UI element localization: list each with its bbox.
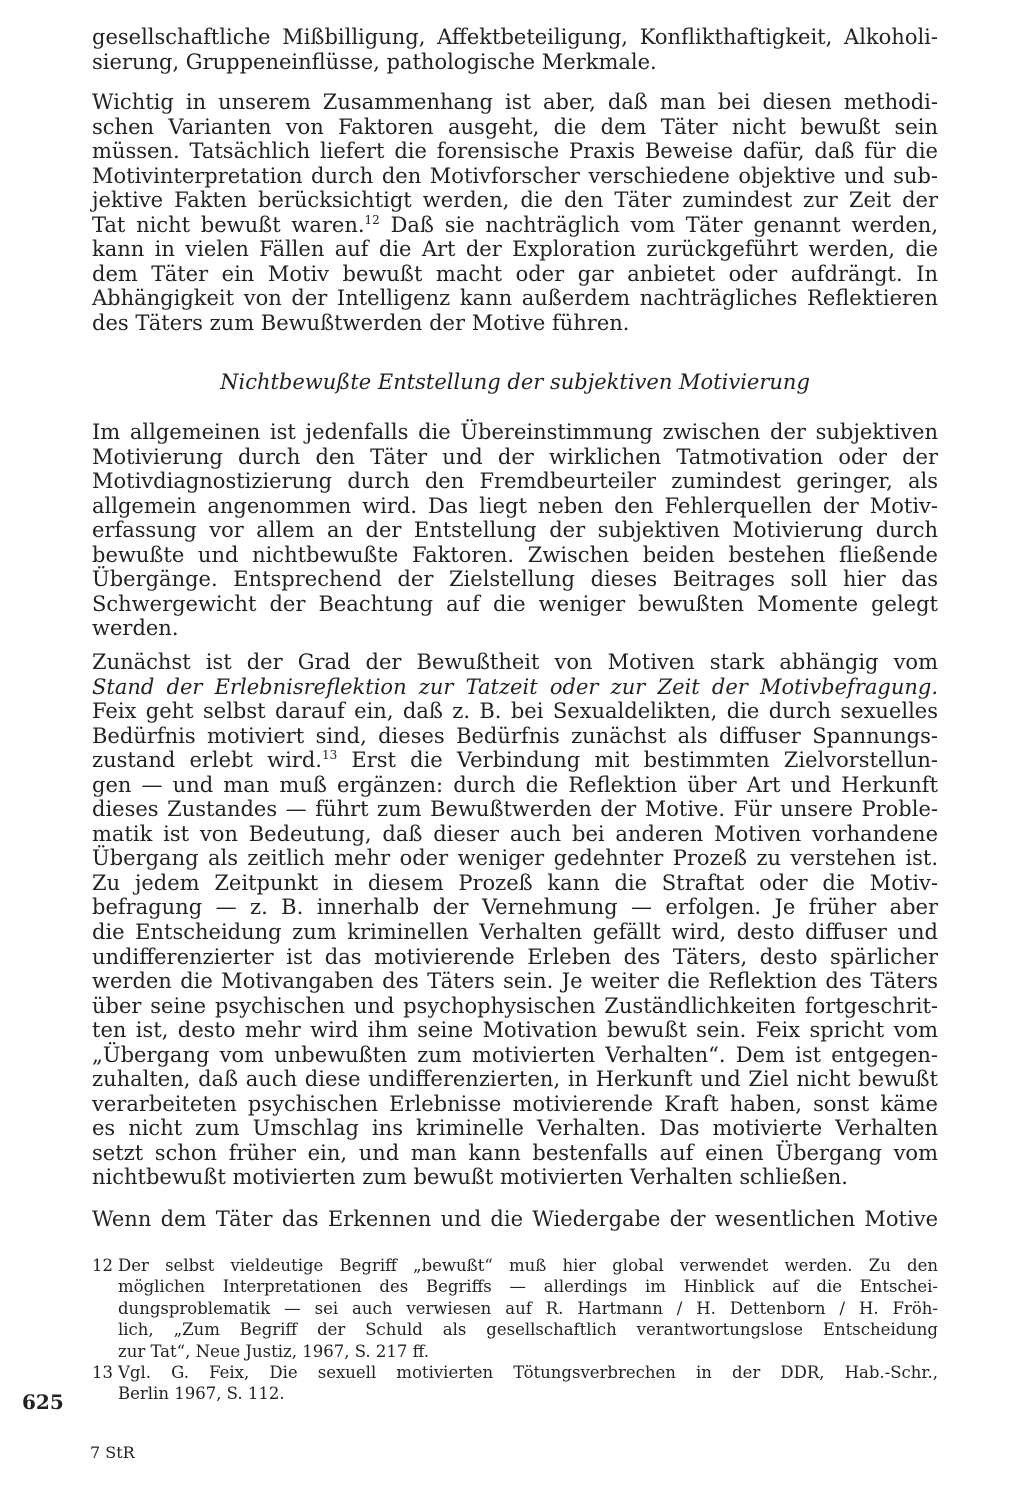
text-line: es nicht zum Umschlag ins kriminelle Verhalten. Das motivierte Verhalten (92, 1116, 938, 1141)
text-line: dieses Zustandes — führt zum Bewußtwerden der Motive. Für unsere Proble- (92, 797, 938, 822)
footnote-12 (92, 1255, 938, 1362)
text-line: Motivinterpretation durch den Motivforscher verschiedene objektive und sub- (92, 163, 938, 188)
footnote-number: 12 (92, 1256, 113, 1275)
paragraph-4 (92, 650, 938, 1190)
text-line: undifferenzierter ist das motivierende Erleben des Täters, desto spärlicher (92, 944, 938, 969)
text-line: Abhängigkeit von der Intelligenz kann außerdem nachträgliches Reflektieren (92, 286, 938, 311)
text-line: über seine psychischen und psychophysischen Zuständlichkeiten fortgeschrit- (92, 993, 938, 1018)
text-line: Übergang als zeitlich mehr oder weniger gedehnter Prozeß zu verstehen ist. (92, 846, 938, 871)
section-heading: Nichtbewußte Entstellung der subjektiven Motivierung (220, 370, 810, 394)
text-line: befragung — z. B. innerhalb der Vernehmung — erfolgen. Je früher aber (92, 895, 938, 920)
page-number: 625 (22, 1390, 64, 1414)
paragraph-3 (92, 420, 938, 641)
footnote-line: zur Tat“, Neue Justiz, 1967, S. 217 ff. (118, 1341, 430, 1361)
text-line: gen — und man muß ergänzen: durch die Reflektion über Art und Herkunft (92, 772, 938, 797)
footnote-line: möglichen Interpretationen des Begriffs — allerdings im Hinblick auf die Entschei- (118, 1277, 938, 1297)
footnote-ref-13: 13 (321, 748, 338, 763)
footnote-line: Berlin 1967, S. 112. (118, 1384, 285, 1404)
text-line: Motivierung durch den Täter und der wirklichen Tatmotivation oder der (92, 444, 938, 469)
footnote-line: Der selbst vieldeutige Begriff „bewußt“ muß hier global verwendet werden. Zu den (118, 1256, 938, 1275)
text-line: Zunächst ist der Grad der Bewußtheit von Motiven stark abhängig vom (92, 650, 938, 674)
text-line: werden die Motivangaben des Täters sein. Je weiter die Reflektion des Täters (92, 969, 938, 994)
text-line: schen Varianten von Faktoren ausgeht, die dem Täter nicht bewußt sein (92, 114, 938, 139)
paragraph-2 (92, 90, 938, 335)
text-line: Zu jedem Zeitpunkt in diesem Prozeß kann die Straftat oder die Motiv- (92, 870, 938, 895)
text-fragment: zustand erlebt wird. (92, 748, 322, 773)
text-line: werden. (92, 616, 179, 641)
text-fragment: Erst die Verbindung mit bestimmten Zielvorstellun- (351, 748, 938, 773)
text-line-with-footnote (92, 748, 938, 773)
text-line: jektive Fakten berücksichtigt werden, die den Täter zumindest zur Zeit der (92, 188, 938, 213)
paragraph-5 (92, 1207, 938, 1232)
text-line: sierung, Gruppeneinflüsse, pathologische Merkmale. (92, 49, 657, 74)
text-line: bewußte und nichtbewußte Faktoren. Zwischen beiden bestehen fließende (92, 542, 938, 567)
footnote-line: Vgl. G. Feix, Die sexuell motivierten Tötungsverbrechen in der DDR, Hab.-Schr., (118, 1363, 938, 1383)
text-line: ten ist, desto mehr wird ihm seine Motivation bewußt sein. Feix spricht vom (92, 1018, 938, 1043)
text-line: Im allgemeinen ist jedenfalls die Übereinstimmung zwischen der subjektiven (92, 420, 938, 444)
text-line: Wichtig in unserem Zusammenhang ist aber, daß man bei diesen methodi- (92, 90, 938, 114)
footnote-13 (92, 1362, 938, 1405)
text-line: gesellschaftliche Mißbilligung, Affektbeteiligung, Konflikthaftigkeit, Alkoholi- (92, 25, 938, 49)
text-fragment: Tat nicht bewußt waren. (92, 212, 365, 237)
text-line: Schwergewicht der Beachtung auf die weniger bewußten Momente gelegt (92, 591, 938, 616)
text-line: kann in vielen Fällen auf die Art der Exploration zurückgeführt werden, die (92, 237, 938, 262)
text-line: verarbeiteten psychischen Erlebnisse motivierende Kraft haben, sonst käme (92, 1091, 938, 1116)
text-line: erfassung vor allem an der Entstellung der subjektiven Motivierung durch (92, 518, 938, 543)
text-fragment: Daß sie nachträglich vom Täter genannt werden, (390, 212, 939, 237)
printer-signature: 7 StR (90, 1443, 135, 1462)
text-line: Wenn dem Täter das Erkennen und die Wiedergabe der wesentlichen Motive (92, 1207, 938, 1231)
footnote-line: lich, „Zum Begriff der Schuld als gesellschaftlich verantwortungslose Entscheidung (118, 1320, 938, 1340)
text-line: müssen. Tatsächlich liefert die forensische Praxis Beweise dafür, daß für die (92, 139, 938, 164)
footnote-number: 13 (92, 1363, 113, 1383)
text-line: dem Täter ein Motiv bewußt macht oder gar anbietet oder aufdrängt. In (92, 261, 938, 286)
footnote-ref-12: 12 (364, 212, 380, 227)
text-line: allgemein angenommen wird. Das liegt neben den Fehlerquellen der Motiv- (92, 493, 938, 518)
footnotes (92, 1255, 938, 1405)
text-line: matik ist von Bedeutung, daß dieser auch bei anderen Motiven vorhandene (92, 821, 938, 846)
text-line-with-footnote (92, 213, 938, 238)
text-line: setzt schon früher ein, und man kann bestenfalls auf einen Übergang vom (92, 1140, 938, 1165)
text-line: Übergänge. Entsprechend der Zielstellung dieses Beitrages soll hier das (92, 567, 938, 592)
text-line: nichtbewußt motivierten zum bewußt motivierten Verhalten schließen. (92, 1165, 848, 1190)
text-line: „Übergang vom unbewußten zum motivierten Verhalten“. Dem ist entgegen- (92, 1042, 938, 1067)
text-line: Feix geht selbst darauf ein, daß z. B. bei Sexualdelikten, die durch sexuelles (92, 699, 938, 724)
text-line: die Entscheidung zum kriminellen Verhalten gefällt wird, desto diffuser und (92, 920, 938, 945)
text-line: zuhalten, daß auch diese undifferenzierten, in Herkunft und Ziel nicht bewußt (92, 1067, 938, 1092)
text-line: Motivdiagnostizierung durch den Fremdbeurteiler zumindest geringer, als (92, 469, 938, 494)
emphasized-text-line: Stand der Erlebnisreflektion zur Tatzeit oder zur Zeit der Motivbefragung. (92, 674, 938, 699)
footnote-line: dungsproblematik — sei auch verwiesen auf R. Hartmann / H. Dettenborn / H. Fröh- (118, 1298, 938, 1318)
text-line: des Täters zum Bewußtwerden der Motive führen. (92, 310, 630, 335)
paragraph-1 (92, 25, 938, 74)
text-line: Bedürfnis motiviert sind, dieses Bedürfnis zunächst als diffuser Spannungs- (92, 723, 938, 748)
